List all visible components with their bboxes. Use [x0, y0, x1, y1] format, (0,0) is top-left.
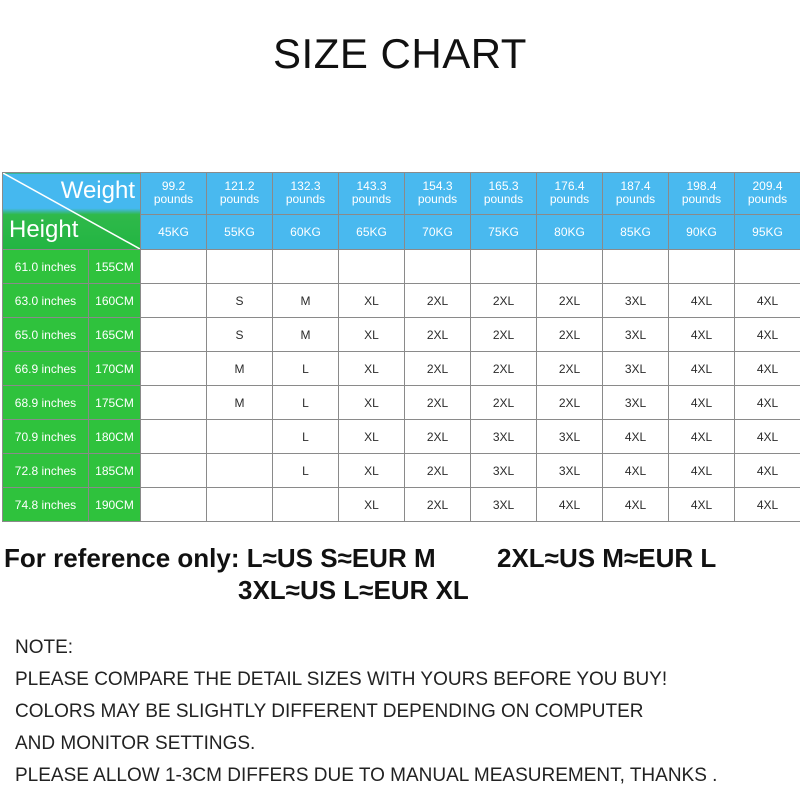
- table-row: [3, 420, 800, 454]
- size-cell: [207, 454, 273, 488]
- weight-pounds-value: 176.4: [554, 179, 585, 194]
- table-row: [3, 386, 800, 420]
- table-row: [3, 318, 800, 352]
- weight-kg-header: 95KG: [735, 214, 800, 249]
- size-cell: XL: [339, 352, 405, 386]
- size-cell: 3XL: [537, 420, 603, 454]
- height-cm-cell: 190CM: [89, 488, 141, 522]
- note-line: PLEASE COMPARE THE DETAIL SIZES WITH YOURS BEFORE YOU BUY!: [15, 669, 668, 690]
- weight-label: Weight: [60, 177, 135, 204]
- weight-pounds-unit: pounds: [483, 192, 524, 207]
- weight-pounds-unit: pounds: [615, 192, 656, 207]
- weight-pounds-value: 198.4: [686, 179, 717, 194]
- size-cell: 4XL: [669, 488, 735, 522]
- weight-pounds-value: 154.3: [422, 179, 453, 194]
- size-cell: 2XL: [471, 386, 537, 420]
- size-cell: 2XL: [471, 352, 537, 386]
- height-inches-cell: 68.9 inches: [3, 386, 89, 420]
- size-cell: 4XL: [603, 488, 669, 522]
- size-cell: XL: [339, 454, 405, 488]
- size-cell: 3XL: [471, 420, 537, 454]
- size-cell: 2XL: [405, 488, 471, 522]
- weight-pounds-header: [207, 173, 273, 215]
- weight-pounds-unit: pounds: [417, 192, 458, 207]
- height-cm-cell: 155CM: [89, 250, 141, 284]
- table-row: [3, 454, 800, 488]
- page-title: SIZE CHART: [273, 30, 527, 77]
- weight-pounds-value: 99.2: [161, 179, 186, 194]
- size-cell: XL: [339, 318, 405, 352]
- reference-line-1: For reference only: L≈US S≈EUR M: [4, 543, 436, 573]
- weight-pounds-value: 209.4: [752, 179, 783, 194]
- size-cell: [735, 250, 800, 284]
- size-cell: 2XL: [405, 352, 471, 386]
- size-cell: 2XL: [471, 318, 537, 352]
- size-cell: S: [207, 318, 273, 352]
- size-cell: L: [273, 420, 339, 454]
- size-cell: 3XL: [603, 284, 669, 318]
- note-heading: NOTE:: [15, 637, 74, 658]
- size-cell: [207, 250, 273, 284]
- weight-pounds-unit: pounds: [747, 192, 788, 207]
- size-cell: 4XL: [669, 420, 735, 454]
- weight-pounds-value: 187.4: [620, 179, 651, 194]
- size-table: [2, 172, 800, 522]
- height-cm-cell: 165CM: [89, 318, 141, 352]
- size-cell: [141, 386, 207, 420]
- size-cell: 4XL: [669, 454, 735, 488]
- size-cell: [339, 250, 405, 284]
- size-cell: 4XL: [603, 420, 669, 454]
- reference-line-3: 3XL≈US L≈EUR XL: [238, 575, 469, 605]
- weight-pounds-unit: pounds: [351, 192, 392, 207]
- weight-kg-header: 85KG: [603, 214, 669, 249]
- size-cell: 2XL: [405, 420, 471, 454]
- size-cell: 4XL: [537, 488, 603, 522]
- height-inches-cell: 74.8 inches: [3, 488, 89, 522]
- size-cell: 4XL: [603, 454, 669, 488]
- size-cell: 3XL: [603, 318, 669, 352]
- size-cell: 3XL: [603, 352, 669, 386]
- table-row: [3, 284, 800, 318]
- notes-block: [15, 632, 795, 792]
- weight-pounds-header: [603, 173, 669, 215]
- size-cell: M: [207, 352, 273, 386]
- weight-pounds-unit: pounds: [153, 192, 194, 207]
- size-cell: 2XL: [537, 386, 603, 420]
- size-cell: XL: [339, 386, 405, 420]
- height-inches-cell: 61.0 inches: [3, 250, 89, 284]
- size-cell: 4XL: [735, 352, 800, 386]
- note-line: COLORS MAY BE SLIGHTLY DIFFERENT DEPENDING ON COMPUTER: [15, 701, 644, 722]
- weight-pounds-unit: pounds: [681, 192, 722, 207]
- height-cm-cell: 180CM: [89, 420, 141, 454]
- height-cm-cell: 175CM: [89, 386, 141, 420]
- size-cell: 2XL: [537, 318, 603, 352]
- size-cell: [141, 284, 207, 318]
- weight-pounds-header: [339, 173, 405, 215]
- weight-kg-header: 55KG: [207, 214, 273, 249]
- weight-pounds-value: 165.3: [488, 179, 519, 194]
- size-cell: L: [273, 386, 339, 420]
- weight-pounds-value: 132.3: [290, 179, 321, 194]
- size-cell: 4XL: [735, 488, 800, 522]
- reference-line-2: 2XL≈US M≈EUR L: [497, 543, 717, 573]
- weight-kg-header: 75KG: [471, 214, 537, 249]
- size-cell: [471, 250, 537, 284]
- table-row: [3, 352, 800, 386]
- size-cell: [141, 420, 207, 454]
- weight-pounds-header: [471, 173, 537, 215]
- weight-kg-header: 45KG: [141, 214, 207, 249]
- size-cell: 2XL: [537, 284, 603, 318]
- weight-pounds-value: 143.3: [356, 179, 387, 194]
- weight-kg-header: 90KG: [669, 214, 735, 249]
- height-cm-cell: 185CM: [89, 454, 141, 488]
- size-cell: 2XL: [471, 284, 537, 318]
- size-cell: 4XL: [669, 318, 735, 352]
- size-cell: 4XL: [735, 318, 800, 352]
- size-cell: XL: [339, 420, 405, 454]
- size-cell: 3XL: [471, 454, 537, 488]
- height-label: Height: [9, 216, 79, 243]
- size-cell: [141, 488, 207, 522]
- height-inches-cell: 66.9 inches: [3, 352, 89, 386]
- size-cell: 4XL: [735, 420, 800, 454]
- size-cell: [141, 250, 207, 284]
- size-cell: 2XL: [537, 352, 603, 386]
- weight-pounds-header: [273, 173, 339, 215]
- table-row: [3, 488, 800, 522]
- weight-pounds-header: [405, 173, 471, 215]
- weight-kg-header: 60KG: [273, 214, 339, 249]
- size-cell: 2XL: [405, 454, 471, 488]
- weight-pounds-value: 121.2: [224, 179, 255, 194]
- note-line: PLEASE ALLOW 1-3CM DIFFERS DUE TO MANUAL MEASUREMENT, THANKS .: [15, 765, 718, 786]
- size-cell: S: [207, 284, 273, 318]
- weight-pounds-header: [735, 173, 800, 215]
- weight-pounds-unit: pounds: [219, 192, 260, 207]
- corner-header: [3, 173, 141, 250]
- size-cell: L: [273, 454, 339, 488]
- size-cell: 4XL: [735, 454, 800, 488]
- weight-pounds-header: [669, 173, 735, 215]
- size-cell: [141, 454, 207, 488]
- size-cell: 2XL: [405, 386, 471, 420]
- size-cell: 4XL: [735, 284, 800, 318]
- size-cell: [141, 352, 207, 386]
- size-cell: [405, 250, 471, 284]
- size-cell: [273, 250, 339, 284]
- size-cell: XL: [339, 488, 405, 522]
- size-cell: M: [273, 284, 339, 318]
- height-cm-cell: 160CM: [89, 284, 141, 318]
- weight-pounds-unit: pounds: [285, 192, 326, 207]
- header-row-pounds: [3, 173, 800, 215]
- size-cell: [207, 420, 273, 454]
- weight-kg-header: 80KG: [537, 214, 603, 249]
- weight-pounds-header: [537, 173, 603, 215]
- weight-pounds-unit: pounds: [549, 192, 590, 207]
- size-cell: M: [207, 386, 273, 420]
- size-cell: [603, 250, 669, 284]
- table-row: [3, 250, 800, 284]
- size-cell: [273, 488, 339, 522]
- height-inches-cell: 63.0 inches: [3, 284, 89, 318]
- size-cell: [669, 250, 735, 284]
- height-inches-cell: 65.0 inches: [3, 318, 89, 352]
- size-cell: 2XL: [405, 284, 471, 318]
- size-cell: [537, 250, 603, 284]
- weight-pounds-header: [141, 173, 207, 215]
- size-cell: [207, 488, 273, 522]
- size-cell: 4XL: [669, 352, 735, 386]
- size-cell: 3XL: [603, 386, 669, 420]
- weight-kg-header: 70KG: [405, 214, 471, 249]
- size-cell: [141, 318, 207, 352]
- size-cell: 2XL: [405, 318, 471, 352]
- size-cell: 4XL: [669, 284, 735, 318]
- height-inches-cell: 72.8 inches: [3, 454, 89, 488]
- size-cell: 4XL: [669, 386, 735, 420]
- height-inches-cell: 70.9 inches: [3, 420, 89, 454]
- height-cm-cell: 170CM: [89, 352, 141, 386]
- size-cell: 3XL: [471, 488, 537, 522]
- size-cell: M: [273, 318, 339, 352]
- note-line: AND MONITOR SETTINGS.: [15, 733, 256, 754]
- size-cell: 4XL: [735, 386, 800, 420]
- size-cell: L: [273, 352, 339, 386]
- size-cell: 3XL: [537, 454, 603, 488]
- size-cell: XL: [339, 284, 405, 318]
- weight-kg-header: 65KG: [339, 214, 405, 249]
